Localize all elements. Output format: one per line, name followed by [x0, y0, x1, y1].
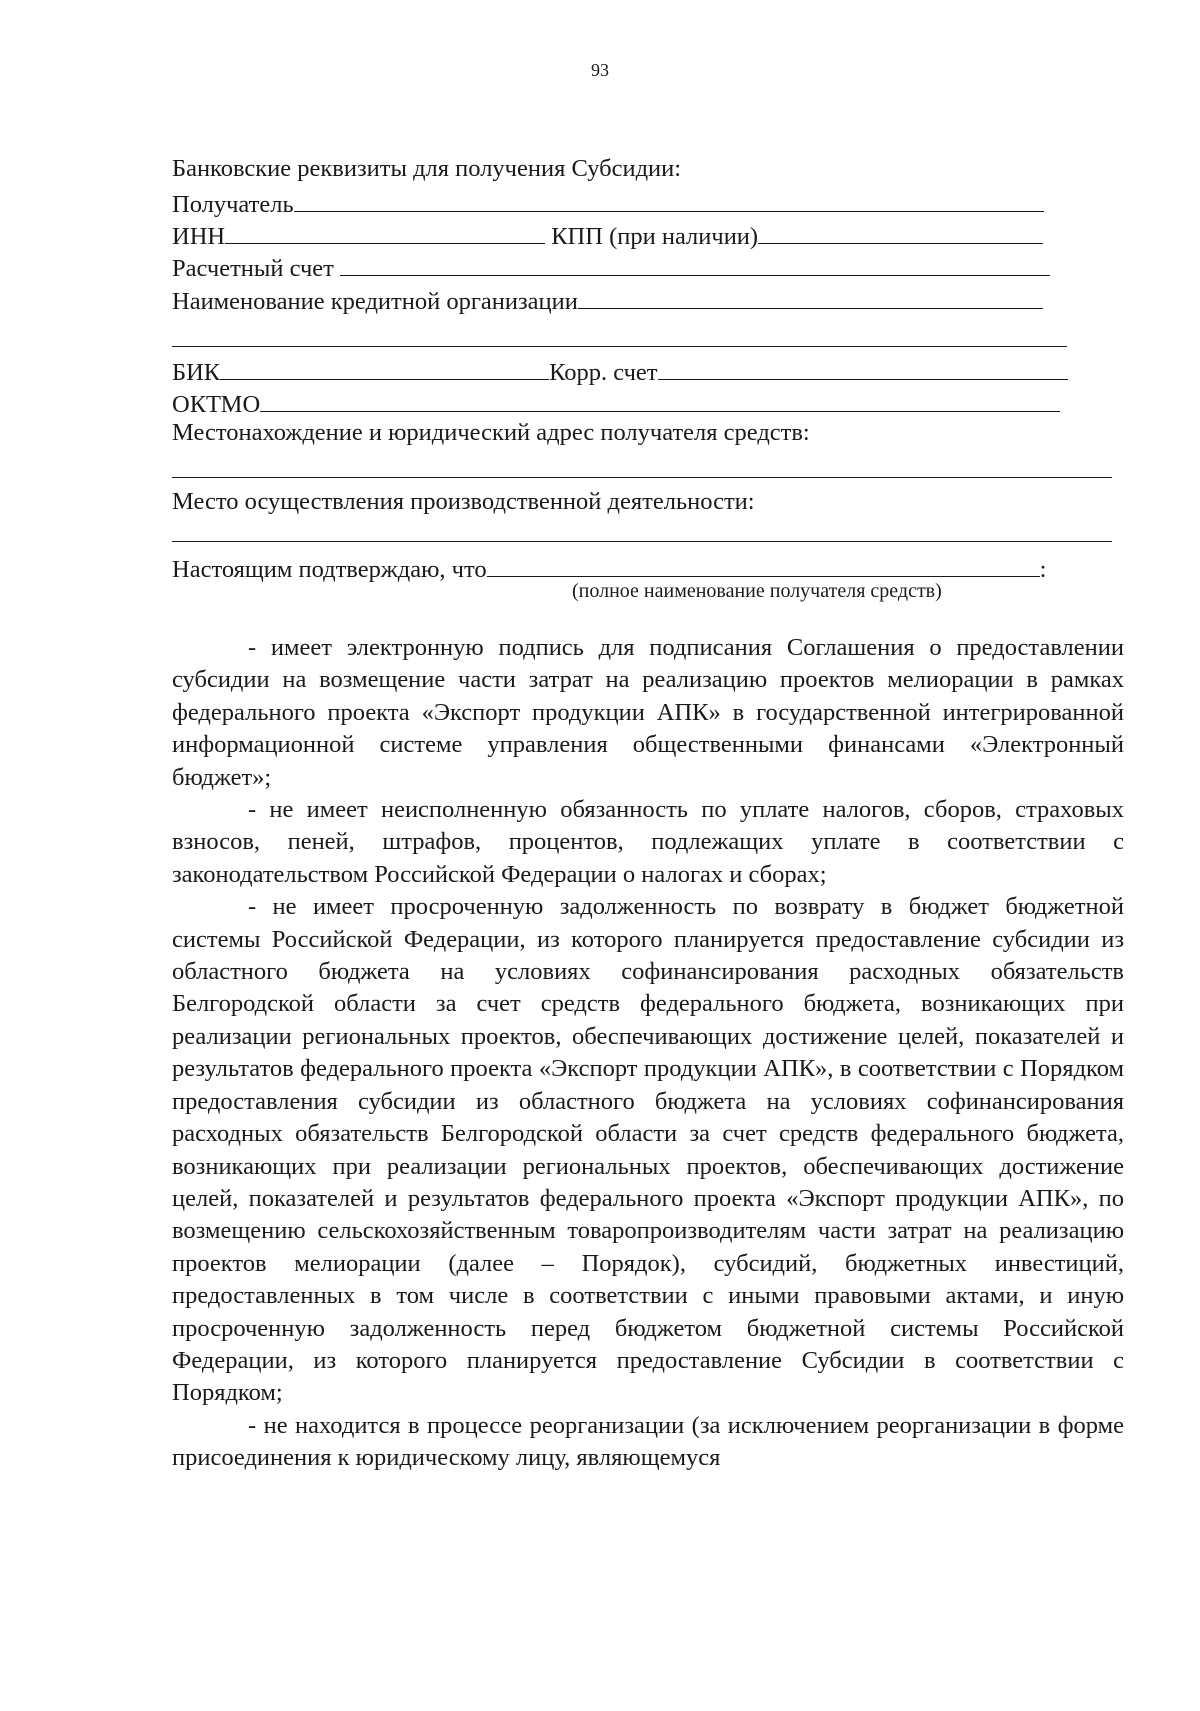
- account-label: Расчетный счет: [172, 255, 334, 282]
- bank-details-heading: Банковские реквизиты для получения Субсидии:: [172, 155, 682, 182]
- recipient-full-name-field[interactable]: [487, 554, 1040, 577]
- recipient-row: [172, 189, 1044, 218]
- address-field[interactable]: [172, 477, 1112, 478]
- corr-account-field[interactable]: [658, 357, 1068, 380]
- paragraph-electronic-signature: - имеет электронную подпись для подписания Соглашения о предоставлении субсидии на возмещение части затрат на реализацию проектов мелиорации в рамках федерального проекта «Экспорт продукции АПК» в государственной интегрированной информационной системе управления общественными финансами «Электронный бюджет»;: [172, 634, 1124, 791]
- production-place-field[interactable]: [172, 541, 1112, 542]
- account-row: [172, 253, 1050, 282]
- bank-name-continuation-line[interactable]: [172, 346, 1067, 347]
- declaration-body: [172, 632, 1124, 1475]
- oktmo-row: [172, 389, 1060, 418]
- bank-name-row: [172, 286, 1043, 315]
- recipient-field[interactable]: [294, 189, 1044, 212]
- oktmo-field[interactable]: [260, 389, 1060, 412]
- inn-label: ИНН: [172, 223, 226, 250]
- inn-field[interactable]: [225, 221, 545, 244]
- bank-name-label: Наименование кредитной организации: [172, 288, 578, 315]
- paragraph-no-tax-debt: - не имеет неисполненную обязанность по уплате налогов, сборов, страховых взносов, пеней, штрафов, процентов, подлежащих уплате в соответствии с законодательством Российской Федерации о налогах и сборах;: [172, 796, 1124, 888]
- page-number: 93: [591, 60, 609, 80]
- bik-field[interactable]: [220, 357, 549, 380]
- kpp-label: КПП (при наличии): [551, 223, 759, 250]
- confirm-colon: :: [1039, 556, 1047, 583]
- corr-account-label: Корр. счет: [549, 359, 658, 386]
- account-field[interactable]: [340, 253, 1050, 276]
- confirm-label: Настоящим подтверждаю, что: [172, 556, 487, 583]
- bik-label: БИК: [172, 359, 221, 386]
- recipient-label: Получатель: [172, 191, 294, 218]
- address-label: Местонахождение и юридический адрес получателя средств:: [172, 419, 810, 446]
- production-place-label: Место осуществления производственной деятельности:: [172, 488, 755, 515]
- inn-kpp-row: [172, 221, 1043, 250]
- oktmo-label: ОКТМО: [172, 391, 261, 418]
- kpp-field[interactable]: [758, 221, 1043, 244]
- bik-corr-row: [172, 357, 1068, 386]
- bank-name-field[interactable]: [578, 286, 1043, 309]
- recipient-full-name-caption: (полное наименование получателя средств): [572, 580, 942, 602]
- paragraph-no-budget-debt: - не имеет просроченную задолженность по возврату в бюджет бюджетной системы Российской Федерации, из которого планируется предоставление субсидии из областного бюджета на условиях софинансирования расходных обязательств Белгородской области за счет средств федерального бюджета, возникающих при реализации региональных проектов, обеспечивающих достижение целей, показателей и результатов федерального проекта «Экспорт продукции АПК», в соответствии с Порядком предоставления субсидии из областного бюджета на условиях софинансирования расходных обязательств Белгородской области за счет средств федерального бюджета, возникающих при реализации региональных проектов, обеспечивающих достижение целей, показателей и результатов федерального проекта «Экспорт продукции АПК», по возмещению сельскохозяйственным товаропроизводителям части затрат на реализацию проектов мелиорации (далее – Порядок), субсидий, бюджетных инвестиций, предоставленных в том числе в соответствии с иными правовыми актами, и иную просроченную задолженность перед бюджетом бюджетной системы Российской Федерации, из которого планируется предоставление Субсидии в соответствии с Порядком;: [172, 893, 1124, 1407]
- paragraph-no-reorganization: - не находится в процессе реорганизации (за исключением реорганизации в форме присоединения к юридическому лицу, являющемуся: [172, 1411, 1124, 1472]
- confirm-row: [172, 554, 1046, 583]
